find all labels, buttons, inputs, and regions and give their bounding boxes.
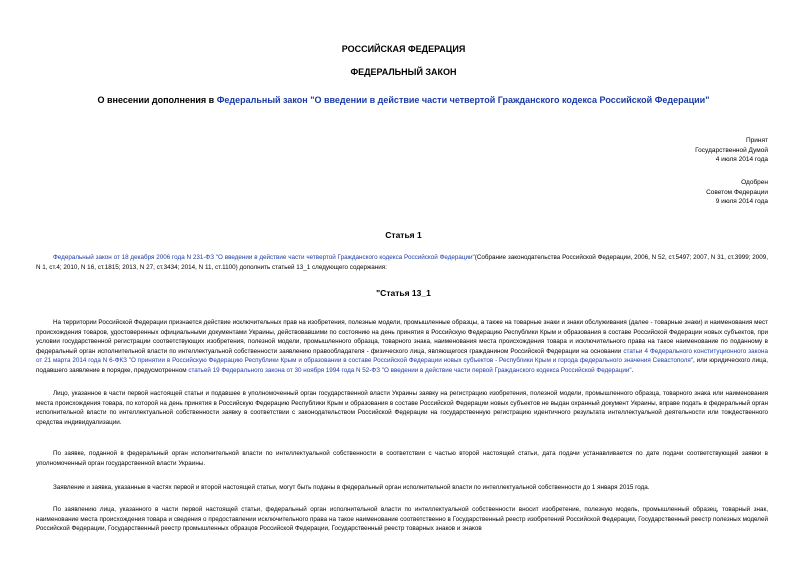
approved-block: [706, 178, 768, 207]
p1-text: (Собрание законодательства Российской Федерации, 2006, N 52, ст.5497; 2007, N 31, ст.3999; 2009, N 1, ст.4; 2010, N 16, ст.1815; 2013, N 27, ст.3434; 2014, N 11, ст.1100) дополнить статьей 13_1 следующего содержания:: [36, 254, 768, 271]
approved-date: 9 июля 2014 года: [715, 198, 768, 205]
adopted-body: Государственной Думой: [695, 146, 768, 154]
adopted-date: 4 июля 2014 года: [715, 156, 768, 163]
law-231-link[interactable]: Федеральный закон от 18 декабря 2006 года N 231-ФЗ "О введении в действие части четвертой Гражданского кодекса Российской Федерации": [53, 254, 475, 261]
adopted-block: [695, 136, 768, 165]
law-title-prefix: О внесении дополнения в: [97, 95, 217, 105]
article-paragraph-5: Заявление и заявка, указанные в частях первой и второй настоящей статьи, могут быть поданы в федеральный орган исполнительной власти по интеллектуальной собственности до 1 января 2015 года.: [53, 484, 650, 491]
p2-text-a: На территории Российской Федерации признается действие исключительных прав на изобретения, полезные модели, промышленные образцы, а также на товарные знаки и знаки обслуживания (далее - товарные знаки) и наименования мест происхождения товаров, удостоверенных официальными документами Украины, действовавшими по состоянию на день принятия в Российскую Федерацию Республики Крым и образования в составе Российской Федерации новых субъектов, при условии государственной регистрации соответствующих изобретения, полезной модели, промышленного образца, товарного знака, наименования места происхождения товара и исключительного права на такое наименование по поданному в федеральный орган исполнительной власти по интеллектуальной собственности заявлению правообладателя - физического лица, являющегося гражданином Российской Федерации на основании: [36, 319, 768, 355]
federation-heading: РОССИЙСКАЯ ФЕДЕРАЦИЯ: [341, 44, 466, 54]
law-52-article-19-link[interactable]: статьей 19 Федерального закона от 30 ноября 1994 года N 52-ФЗ "О введении в действие части первой Гражданского кодекса Российской Федерации": [188, 366, 632, 374]
law-type-heading: ФЕДЕРАЛЬНЫЙ ЗАКОН: [350, 67, 457, 77]
article-paragraph-3: Лицо, указанное в части первой настоящей статьи и подавшее в уполномоченный орган государственной власти Украины заявку на регистрацию изобретения, полезной модели, промышленного образца, товарного знака или наименования места происхождения товара, по которой на день принятия в Российскую Федерацию Республики Крым и образования в составе Российской Федерации новых субъектов не выдан охранный документ Украины, вправе подать в федеральный орган исполнительной власти по интеллектуальной собственности заявку в соответствии с законодательством Российской Федерации на государственную регистрацию идентичного результата интеллектуальной деятельности или тождественного средства индивидуализации.: [36, 390, 768, 426]
law-title: [0, 95, 807, 105]
p2-text-b: , или юридического лица, подавшего заявление в порядке, предусмотренном: [36, 357, 768, 374]
adopted-label: Принят: [745, 137, 768, 144]
article-paragraph-2: [36, 318, 768, 376]
fkz-article-4-link[interactable]: статьи 4 Федерального конституционного закона от 21 марта 2014 года N 6-ФКЗ "О принятии в Российскую Федерацию Республики Крым и образовании в составе Российской Федерации новых субъектов - Республики Крым и города федерального значения Севастополя": [36, 347, 768, 365]
law-title-link[interactable]: Федеральный закон "О введении в действие части четвертой Гражданского кодекса Российской Федерации": [216, 95, 710, 105]
article-paragraph-4: По заявке, поданной в федеральный орган исполнительной власти по интеллектуальной собственности в соответствии с частью второй настоящей статьи, дата подачи устанавливается по дате подачи соответствующей заявки в уполномоченный орган государственной власти Украины.: [36, 450, 768, 467]
article-paragraph-1: [36, 253, 768, 272]
article-heading: Статья 1: [385, 230, 422, 240]
p2-text-c: .: [631, 366, 634, 374]
approved-label: Одобрен: [741, 179, 768, 186]
approved-body: Советом Федерации: [706, 188, 768, 196]
new-article-heading: "Статья 13_1: [376, 288, 431, 298]
article-paragraph-6: По заявлению лица, указанного в части первой настоящей статьи, федеральный орган исполнительной власти по интеллектуальной собственности вносит изобретение, полезную модель, промышленный образец, товарный знак, наименование места происхождения товара и сведения о предоставлении исключительного права на такое наименование соответственно в Государственный реестр изобретений Российской Федерации, Государственный реестр полезных моделей Российской Федерации, Государственный реестр промышленных образцов Российской Федерации, Государственный реестр товарных знаков и знаков: [36, 506, 768, 533]
